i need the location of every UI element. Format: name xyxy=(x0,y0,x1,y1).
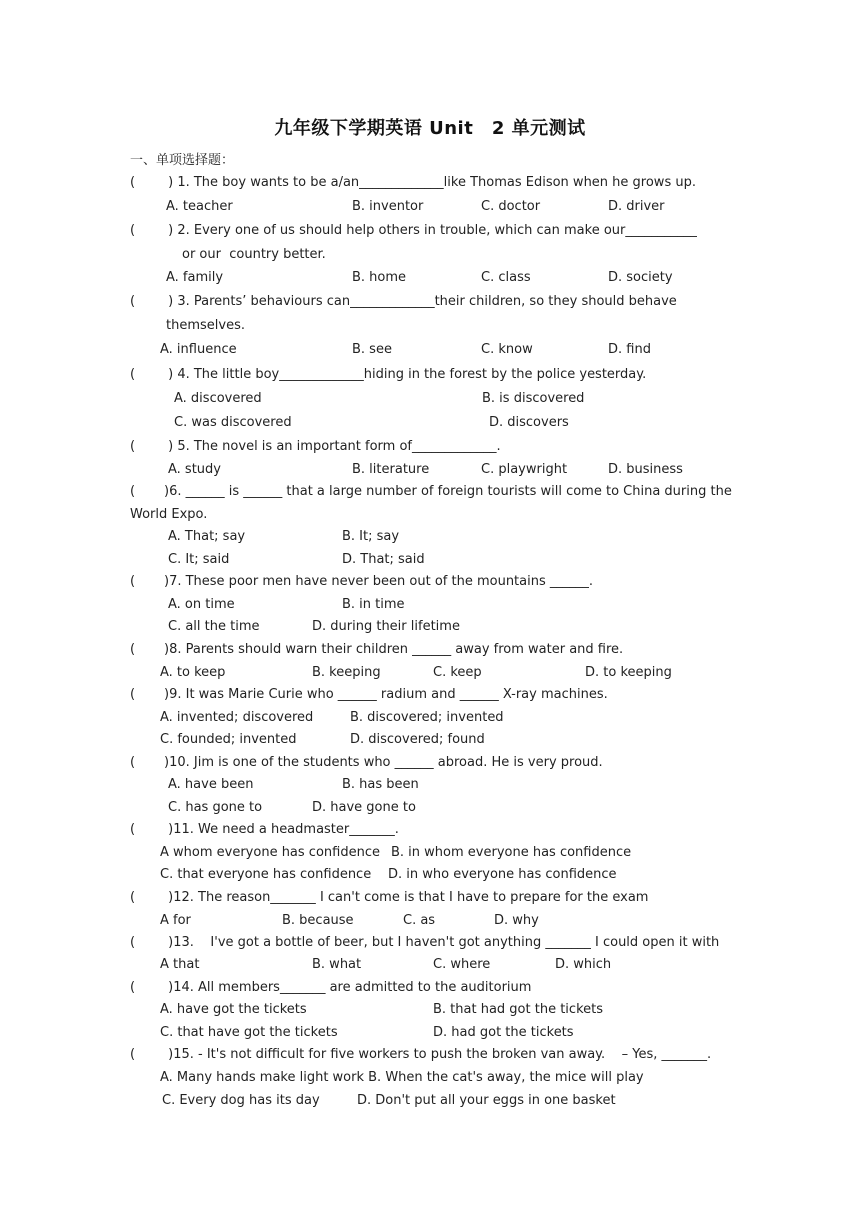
option-text: A. family xyxy=(166,270,224,285)
page-title: 九年级下学期英语 Unit 2 单元测试 xyxy=(274,118,586,139)
option-text: D. That; said xyxy=(342,552,425,567)
option-text: A. to keep xyxy=(160,665,226,680)
question-line: ( ) 1. The boy wants to be a/an_____________like Thomas Edison when he grows up. xyxy=(130,175,696,190)
option-text: A that xyxy=(160,957,200,972)
question-line: ( ) 3. Parents’ behaviours can_____________their children, so they should behave xyxy=(130,294,677,309)
option-text: A. That; say xyxy=(168,529,246,544)
option-text: A. invented; discovered xyxy=(160,710,314,725)
option-text: A. have been xyxy=(168,777,254,792)
option-text: themselves. xyxy=(166,318,245,333)
question-line: ( )14. All members_______ are admitted to the auditorium xyxy=(130,980,532,995)
option-text: D. why xyxy=(494,913,539,928)
question-line: ( )12. The reason_______ I can't come is that I have to prepare for the exam xyxy=(130,890,649,905)
option-text: C. playwright xyxy=(481,462,568,477)
option-text: C. all the time xyxy=(168,619,260,634)
option-text: B. discovered; invented xyxy=(350,710,504,725)
option-text: B. in whom everyone has confidence xyxy=(391,845,632,860)
option-text: A for xyxy=(160,913,191,928)
option-text: A. Many hands make light work B. When the cat's away, the mice will play xyxy=(160,1070,644,1085)
question-line: ( )15. - It's not difficult for five workers to push the broken van away. – Yes, _______. xyxy=(130,1047,712,1062)
option-text: D. to keeping xyxy=(585,665,672,680)
option-text: D. find xyxy=(608,342,651,357)
option-text: B. is discovered xyxy=(482,391,585,406)
option-text: D. discovers xyxy=(489,415,569,430)
option-text: D. Don't put all your eggs in one basket xyxy=(357,1093,616,1108)
option-text: A. discovered xyxy=(174,391,262,406)
question-line: ( ) 5. The novel is an important form of_____________. xyxy=(130,439,501,454)
option-text: B. home xyxy=(352,270,407,285)
section-heading: 一、单项选择题： xyxy=(130,153,235,168)
option-text: D. discovered; found xyxy=(350,732,485,747)
option-text: C. It; said xyxy=(168,552,230,567)
option-text: C. as xyxy=(403,913,436,928)
option-text: World Expo. xyxy=(130,507,208,522)
option-text: B. inventor xyxy=(352,199,424,214)
option-text: C. know xyxy=(481,342,533,357)
option-text: D. driver xyxy=(608,199,665,214)
option-text: C. that have got the tickets xyxy=(160,1025,338,1040)
option-text: C. founded; invented xyxy=(160,732,297,747)
option-text: B. keeping xyxy=(312,665,381,680)
option-text: A. teacher xyxy=(166,199,233,214)
option-text: D. society xyxy=(608,270,673,285)
option-text: C. where xyxy=(433,957,491,972)
question-line: ( ) 2. Every one of us should help others in trouble, which can make our___________ xyxy=(130,223,697,238)
option-text: C. doctor xyxy=(481,199,541,214)
option-text: C. was discovered xyxy=(174,415,292,430)
option-text: A. have got the tickets xyxy=(160,1002,307,1017)
option-text: C. keep xyxy=(433,665,482,680)
question-line: ( )11. We need a headmaster_______. xyxy=(130,822,399,837)
option-text: B. literature xyxy=(352,462,430,477)
question-line: ( )7. These poor men have never been out of the mountains ______. xyxy=(130,574,594,589)
option-text: C. class xyxy=(481,270,531,285)
option-text: B. see xyxy=(352,342,392,357)
question-line: ( )10. Jim is one of the students who ______ abroad. He is very proud. xyxy=(130,755,603,770)
option-text: A. influence xyxy=(160,342,237,357)
option-text: D. have gone to xyxy=(312,800,416,815)
question-line: ( )6. ______ is ______ that a large number of foreign tourists will come to China during the xyxy=(130,484,732,499)
option-text: A whom everyone has confidence xyxy=(160,845,380,860)
option-text: or our country better. xyxy=(182,247,326,262)
option-text: D. which xyxy=(555,957,612,972)
question-line: ( ) 4. The little boy_____________hiding in the forest by the police yesterday. xyxy=(130,367,647,382)
option-text: B. that had got the tickets xyxy=(433,1002,603,1017)
option-text: C. has gone to xyxy=(168,800,263,815)
option-text: B. what xyxy=(312,957,362,972)
option-text: B. in time xyxy=(342,597,405,612)
option-text: A. on time xyxy=(168,597,235,612)
option-text: C. that everyone has confidence xyxy=(160,867,372,882)
option-text: D. during their lifetime xyxy=(312,619,460,634)
option-text: D. business xyxy=(608,462,683,477)
question-line: ( )9. It was Marie Curie who ______ radium and ______ X-ray machines. xyxy=(130,687,608,702)
question-line: ( )8. Parents should warn their children ______ away from water and fire. xyxy=(130,642,624,657)
option-text: D. in who everyone has confidence xyxy=(388,867,617,882)
option-text: C. Every dog has its day xyxy=(162,1093,320,1108)
option-text: B. It; say xyxy=(342,529,400,544)
option-text: A. study xyxy=(168,462,221,477)
option-text: B. because xyxy=(282,913,354,928)
option-text: B. has been xyxy=(342,777,419,792)
question-line: ( )13. I've got a bottle of beer, but I haven't got anything _______ I could open it with xyxy=(130,935,720,950)
option-text: D. had got the tickets xyxy=(433,1025,574,1040)
